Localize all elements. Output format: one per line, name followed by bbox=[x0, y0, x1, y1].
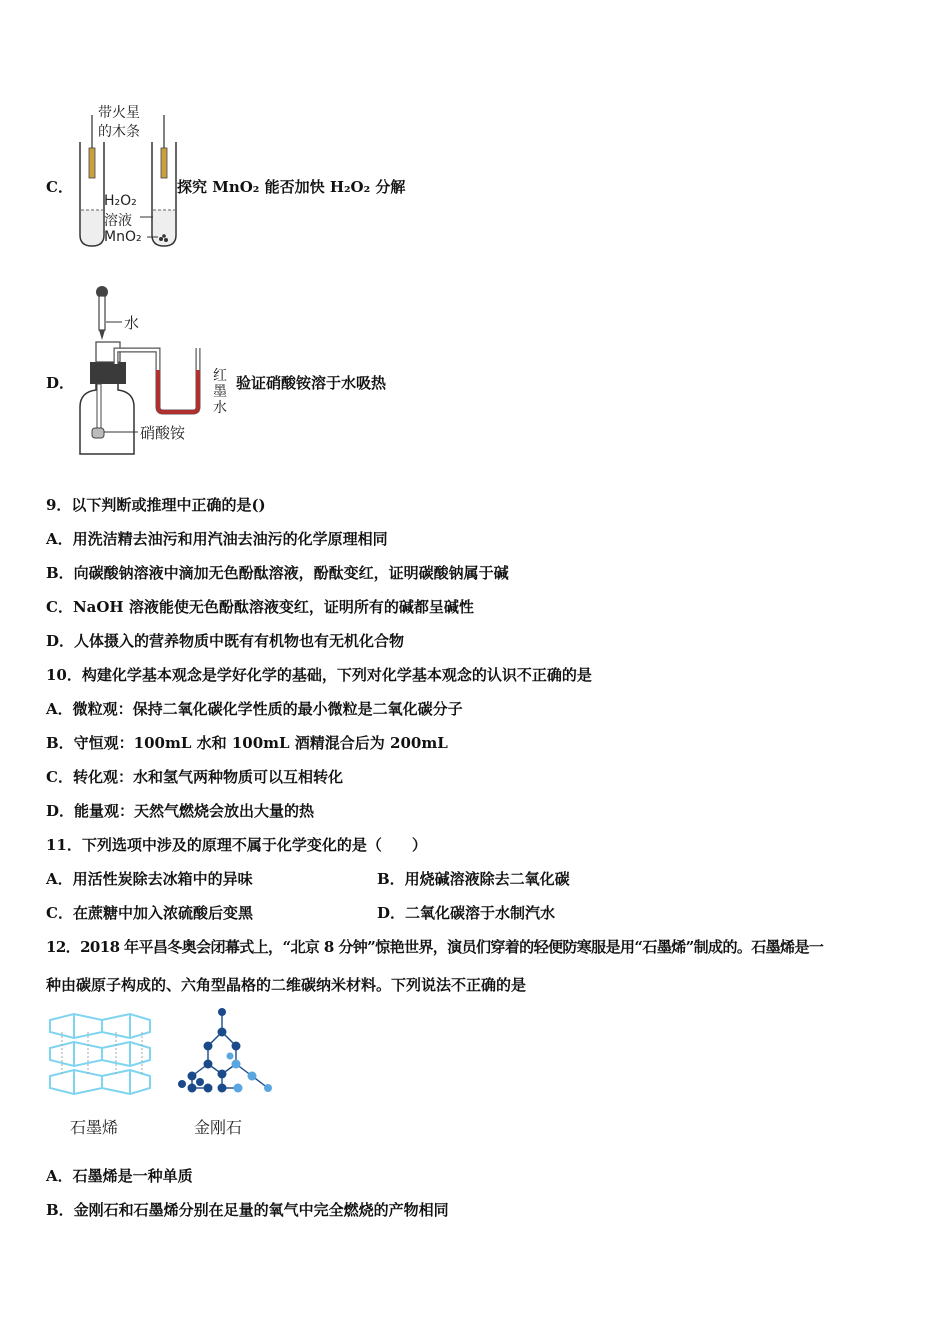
q9-option-a: A．用洗洁精去油污和用汽油去油污的化学原理相同 bbox=[46, 530, 388, 548]
graphene-structure-figure bbox=[44, 1010, 156, 1102]
q11-option-b: B．用烧碱溶液除去二氧化碳 bbox=[377, 870, 570, 888]
q11-option-c: C．在蔗糖中加入浓硫酸后变黑 bbox=[46, 904, 253, 922]
q9-option-d: D．人体摄入的营养物质中既有有机物也有无机化合物 bbox=[46, 632, 405, 650]
q10-stem: 10．构建化学基本观念是学好化学的基础，下列对化学基本观念的认识不正确的是 bbox=[46, 666, 592, 684]
q11-stem: 11．下列选项中涉及的原理不属于化学变化的是（ ） bbox=[46, 836, 427, 854]
splint-label: 带火星 的木条 bbox=[98, 105, 140, 140]
mno2-label: MnO₂ bbox=[104, 229, 142, 245]
diamond-structure-figure bbox=[172, 1004, 280, 1100]
q12-stem-line1: 12．2018 年平昌冬奥会闭幕式上，“北京 8 分钟”惊艳世界，演员们穿着的轻便防寒服是用“石墨烯”制成的。石墨烯是一 bbox=[46, 938, 824, 956]
diamond-label: 金刚石 bbox=[194, 1118, 243, 1137]
q10-option-d: D．能量观：天然气燃烧会放出大量的热 bbox=[46, 802, 315, 820]
q10-option-a: A．微粒观：保持二氧化碳化学性质的最小微粒是二氧化碳分子 bbox=[46, 700, 463, 718]
h2o2-solution-label: H₂O₂ 溶液 bbox=[104, 193, 137, 229]
ammonium-nitrate-label: 硝酸铵 bbox=[140, 424, 186, 442]
q11-option-d: D．二氧化碳溶于水制汽水 bbox=[377, 904, 556, 922]
q11-option-a: A．用活性炭除去冰箱中的异味 bbox=[46, 870, 253, 888]
q12-option-a: A．石墨烯是一种单质 bbox=[46, 1167, 193, 1185]
q10-option-b: B．守恒观：100mL 水和 100mL 酒精混合后为 200mL bbox=[46, 734, 448, 752]
option-d-text: 验证硝酸铵溶于水吸热 bbox=[236, 374, 387, 392]
q9-option-b: B．向碳酸钠溶液中滴加无色酚酞溶液，酚酞变红，证明碳酸钠属于碱 bbox=[46, 564, 509, 582]
option-d-letter: D． bbox=[46, 374, 75, 392]
red-ink-label: 红 墨 水 bbox=[213, 368, 227, 416]
q12-stem-line2: 种由碳原子构成的、六角型晶格的二维碳纳米材料。下列说法不正确的是 bbox=[46, 976, 527, 994]
q9-option-c: C．NaOH 溶液能使无色酚酞溶液变红，证明所有的碱都呈碱性 bbox=[46, 598, 474, 616]
q10-option-c: C．转化观：水和氢气两种物质可以互相转化 bbox=[46, 768, 343, 786]
q12-option-b: B．金刚石和石墨烯分别在足量的氧气中完全燃烧的产物相同 bbox=[46, 1201, 449, 1219]
option-c-text: 探究 MnO₂ 能否加快 H₂O₂ 分解 bbox=[177, 178, 406, 196]
graphene-label: 石墨烯 bbox=[70, 1118, 119, 1137]
q9-stem: 9．以下判断或推理中正确的是() bbox=[46, 496, 266, 514]
water-label: 水 bbox=[124, 314, 140, 332]
option-c-letter: C． bbox=[46, 178, 73, 196]
